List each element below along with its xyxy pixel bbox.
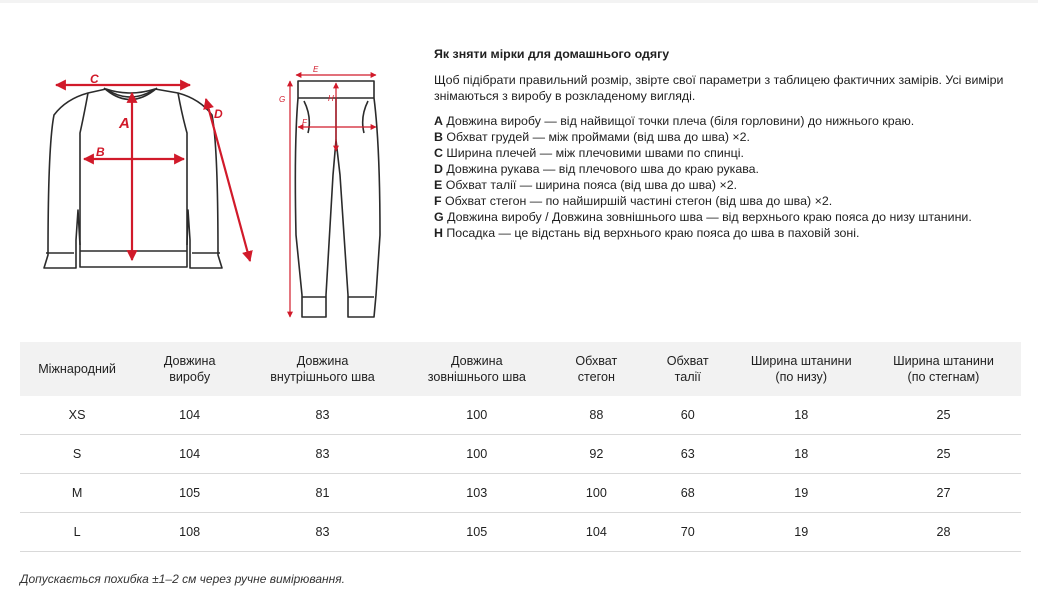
table-cell: 103: [400, 474, 554, 513]
legend-item-d: [434, 161, 1024, 177]
col-header-international: [20, 342, 134, 396]
size-cell: M: [20, 474, 134, 513]
legend-text: Довжина рукава — від плечового шва до краю рукава.: [442, 162, 760, 176]
col-header-inseam: [245, 342, 400, 396]
table-cell: 83: [245, 513, 400, 552]
table-cell: 81: [245, 474, 400, 513]
table-cell: 105: [134, 474, 245, 513]
size-table-body: [20, 396, 1021, 552]
legend-item-c: [434, 145, 1024, 161]
size-cell: S: [20, 435, 134, 474]
pants-letters: [279, 65, 334, 127]
table-cell: 68: [639, 474, 737, 513]
measurement-legend: [434, 113, 1024, 241]
table-cell: 92: [554, 435, 639, 474]
header-line1: Довжина: [296, 354, 349, 368]
measurement-figures: [28, 55, 398, 330]
legend-item-f: [434, 193, 1024, 209]
header-row: [20, 342, 1021, 396]
table-cell: 18: [737, 396, 866, 435]
table-row: [20, 474, 1021, 513]
table-cell: 83: [245, 435, 400, 474]
table-cell: 63: [639, 435, 737, 474]
header-line2: (по стегнам): [907, 370, 980, 384]
legend-item-h: [434, 225, 1024, 241]
measurement-guide: [434, 46, 1024, 241]
legend-letter: H: [434, 226, 443, 240]
legend-text: Обхват грудей — між проймами (від шва до шва) ×2.: [442, 130, 751, 144]
header-line2: стегон: [577, 370, 615, 384]
header-line1: Ширина штанини: [893, 354, 994, 368]
header-line2: (по низу): [775, 370, 828, 384]
size-cell: XS: [20, 396, 134, 435]
legend-letter: E: [434, 178, 443, 192]
table-cell: 88: [554, 396, 639, 435]
arrow-d: [206, 99, 250, 261]
table-cell: 28: [866, 513, 1021, 552]
legend-letter: C: [434, 146, 443, 160]
table-cell: 70: [639, 513, 737, 552]
header-line1: Обхват: [575, 354, 618, 368]
header-line1: Ширина штанини: [750, 354, 852, 368]
legend-text: Обхват талії — ширина пояса (від шва до шва) ×2.: [442, 178, 738, 192]
header-line1: Довжина: [450, 354, 503, 368]
table-cell: 25: [866, 435, 1021, 474]
header-line1: Довжина: [163, 354, 216, 368]
col-header-leg-width-hips: [866, 342, 1021, 396]
col-header-waist: [639, 342, 737, 396]
legend-letter: A: [434, 114, 443, 128]
legend-item-g: [434, 209, 1024, 225]
legend-text: Довжина виробу — від найвищої точки плеча (біля горловини) до нижнього краю.: [442, 114, 915, 128]
letter-d: D: [214, 107, 223, 121]
legend-letter: F: [434, 194, 442, 208]
table-cell: 100: [554, 474, 639, 513]
legend-text: Ширина плечей — між плечовими швами по спинці.: [442, 146, 744, 160]
table-row: [20, 396, 1021, 435]
header-line1: Обхват: [666, 354, 709, 368]
header-line2: зовнішнього шва: [427, 370, 526, 384]
guide-title: Як зняти мірки для домашнього одягу: [434, 47, 670, 61]
pants-outline: [295, 81, 380, 317]
table-row: [20, 435, 1021, 474]
table-cell: 18: [737, 435, 866, 474]
legend-letter: B: [434, 130, 443, 144]
table-cell: 60: [639, 396, 737, 435]
table-cell: 83: [245, 396, 400, 435]
col-header-hips: [554, 342, 639, 396]
pants-arrows: [290, 75, 376, 317]
header-line2: талії: [674, 370, 701, 384]
table-cell: 100: [400, 396, 554, 435]
table-row: [20, 513, 1021, 552]
letter-c: C: [90, 72, 99, 86]
table-cell: 19: [737, 474, 866, 513]
measurement-footnote: Допускається похибка ±1–2 см через ручне вимірювання.: [20, 572, 345, 586]
header-line2: виробу: [169, 370, 211, 384]
legend-letter: G: [434, 210, 444, 224]
legend-item-e: [434, 177, 1024, 193]
legend-text: Посадка — це відстань від верхнього краю пояса до шва в паховій зоні.: [442, 226, 860, 240]
letter-b: B: [96, 145, 105, 159]
legend-item-a: [434, 113, 1024, 129]
table-cell: 105: [400, 513, 554, 552]
table-cell: 108: [134, 513, 245, 552]
size-cell: L: [20, 513, 134, 552]
col-header-leg-width-bottom: [737, 342, 866, 396]
letter-a: A: [119, 115, 130, 132]
header-line2: внутрішнього шва: [270, 370, 375, 384]
letter-g: G: [279, 95, 286, 104]
col-header-outseam: [400, 342, 554, 396]
header-line1: Міжнародний: [38, 362, 116, 376]
size-table-header: [20, 342, 1021, 396]
table-cell: 104: [134, 435, 245, 474]
letter-h: H: [328, 94, 334, 103]
table-cell: 27: [866, 474, 1021, 513]
col-header-length: [134, 342, 245, 396]
legend-letter: D: [434, 162, 443, 176]
top-divider: [0, 0, 1038, 3]
legend-text: Обхват стегон — по найширшій частині стегон (від шва до шва) ×2.: [441, 194, 833, 208]
table-cell: 25: [866, 396, 1021, 435]
table-cell: 104: [134, 396, 245, 435]
legend-item-b: [434, 129, 1024, 145]
legend-text: Довжина виробу / Довжина зовнішнього шва — від верхнього краю пояса до низу штанини.: [443, 210, 972, 224]
size-table: [20, 342, 1021, 552]
letter-f: F: [302, 118, 307, 127]
letter-e: E: [313, 65, 319, 74]
table-cell: 104: [554, 513, 639, 552]
table-cell: 100: [400, 435, 554, 474]
figures-svg: [28, 55, 398, 330]
guide-intro: Щоб підібрати правильний розмір, звірте свої параметри з таблицею фактичних замірів. Усі виміри знімаються з виробу в розкладеному вигляді.: [434, 73, 1004, 103]
table-cell: 19: [737, 513, 866, 552]
